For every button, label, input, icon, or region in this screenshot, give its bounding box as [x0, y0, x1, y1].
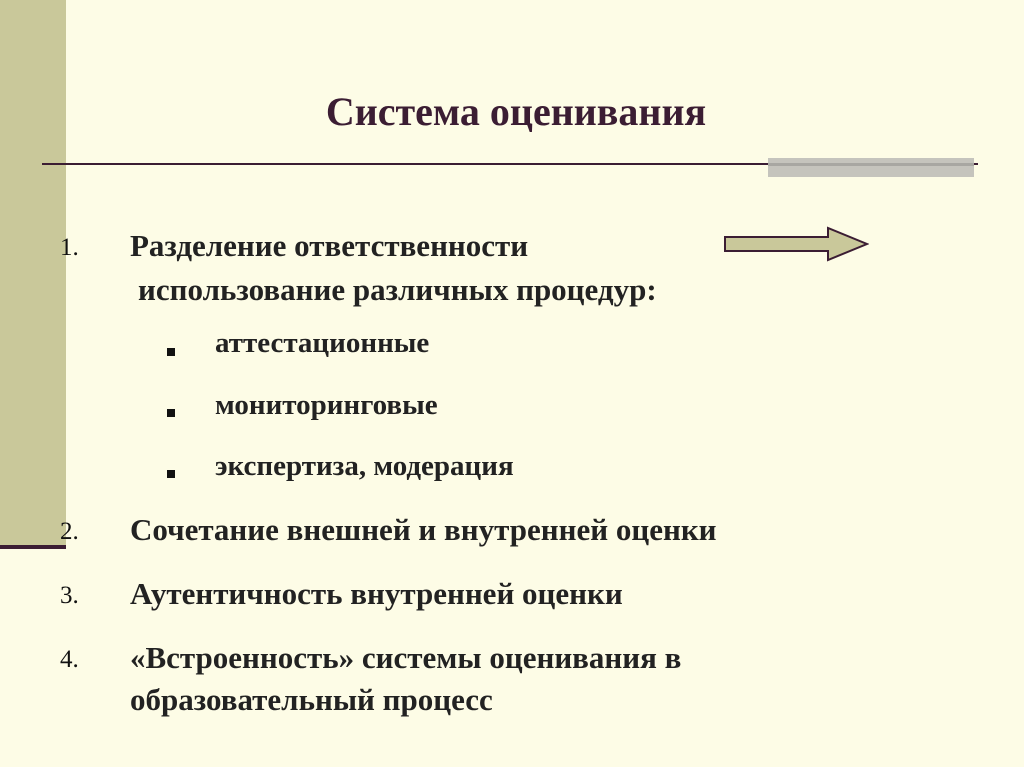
list-item-text: «Встроенность» системы оценивания в [130, 640, 682, 675]
list-item-text: Сочетание внешней и внутренней оценки [130, 512, 717, 547]
sub-list-item: экспертиза, модерация [215, 450, 514, 482]
list-number: 1. [60, 234, 79, 261]
list-number: 3. [60, 582, 79, 609]
square-bullet-icon [167, 470, 175, 478]
list-number: 2. [60, 518, 79, 545]
list-item-text: Аутентичность внутренней оценки [130, 576, 623, 611]
title-divider-accent [768, 158, 974, 177]
sub-list-item: мониторинговые [215, 389, 438, 421]
list-number: 4. [60, 646, 79, 673]
square-bullet-icon [167, 409, 175, 417]
slide-title: Система оценивания [325, 89, 707, 134]
left-bar-bottom-line [0, 545, 66, 549]
sub-list-item: аттестационные [215, 327, 430, 359]
list-item-text-continued: образовательный процесс [130, 682, 493, 717]
list-item-text-continued: использование различных процедур: [138, 272, 657, 307]
right-arrow-icon [724, 226, 869, 262]
list-item-text: Разделение ответственности [130, 228, 529, 263]
square-bullet-icon [167, 348, 175, 356]
left-decorative-bar [0, 0, 66, 548]
